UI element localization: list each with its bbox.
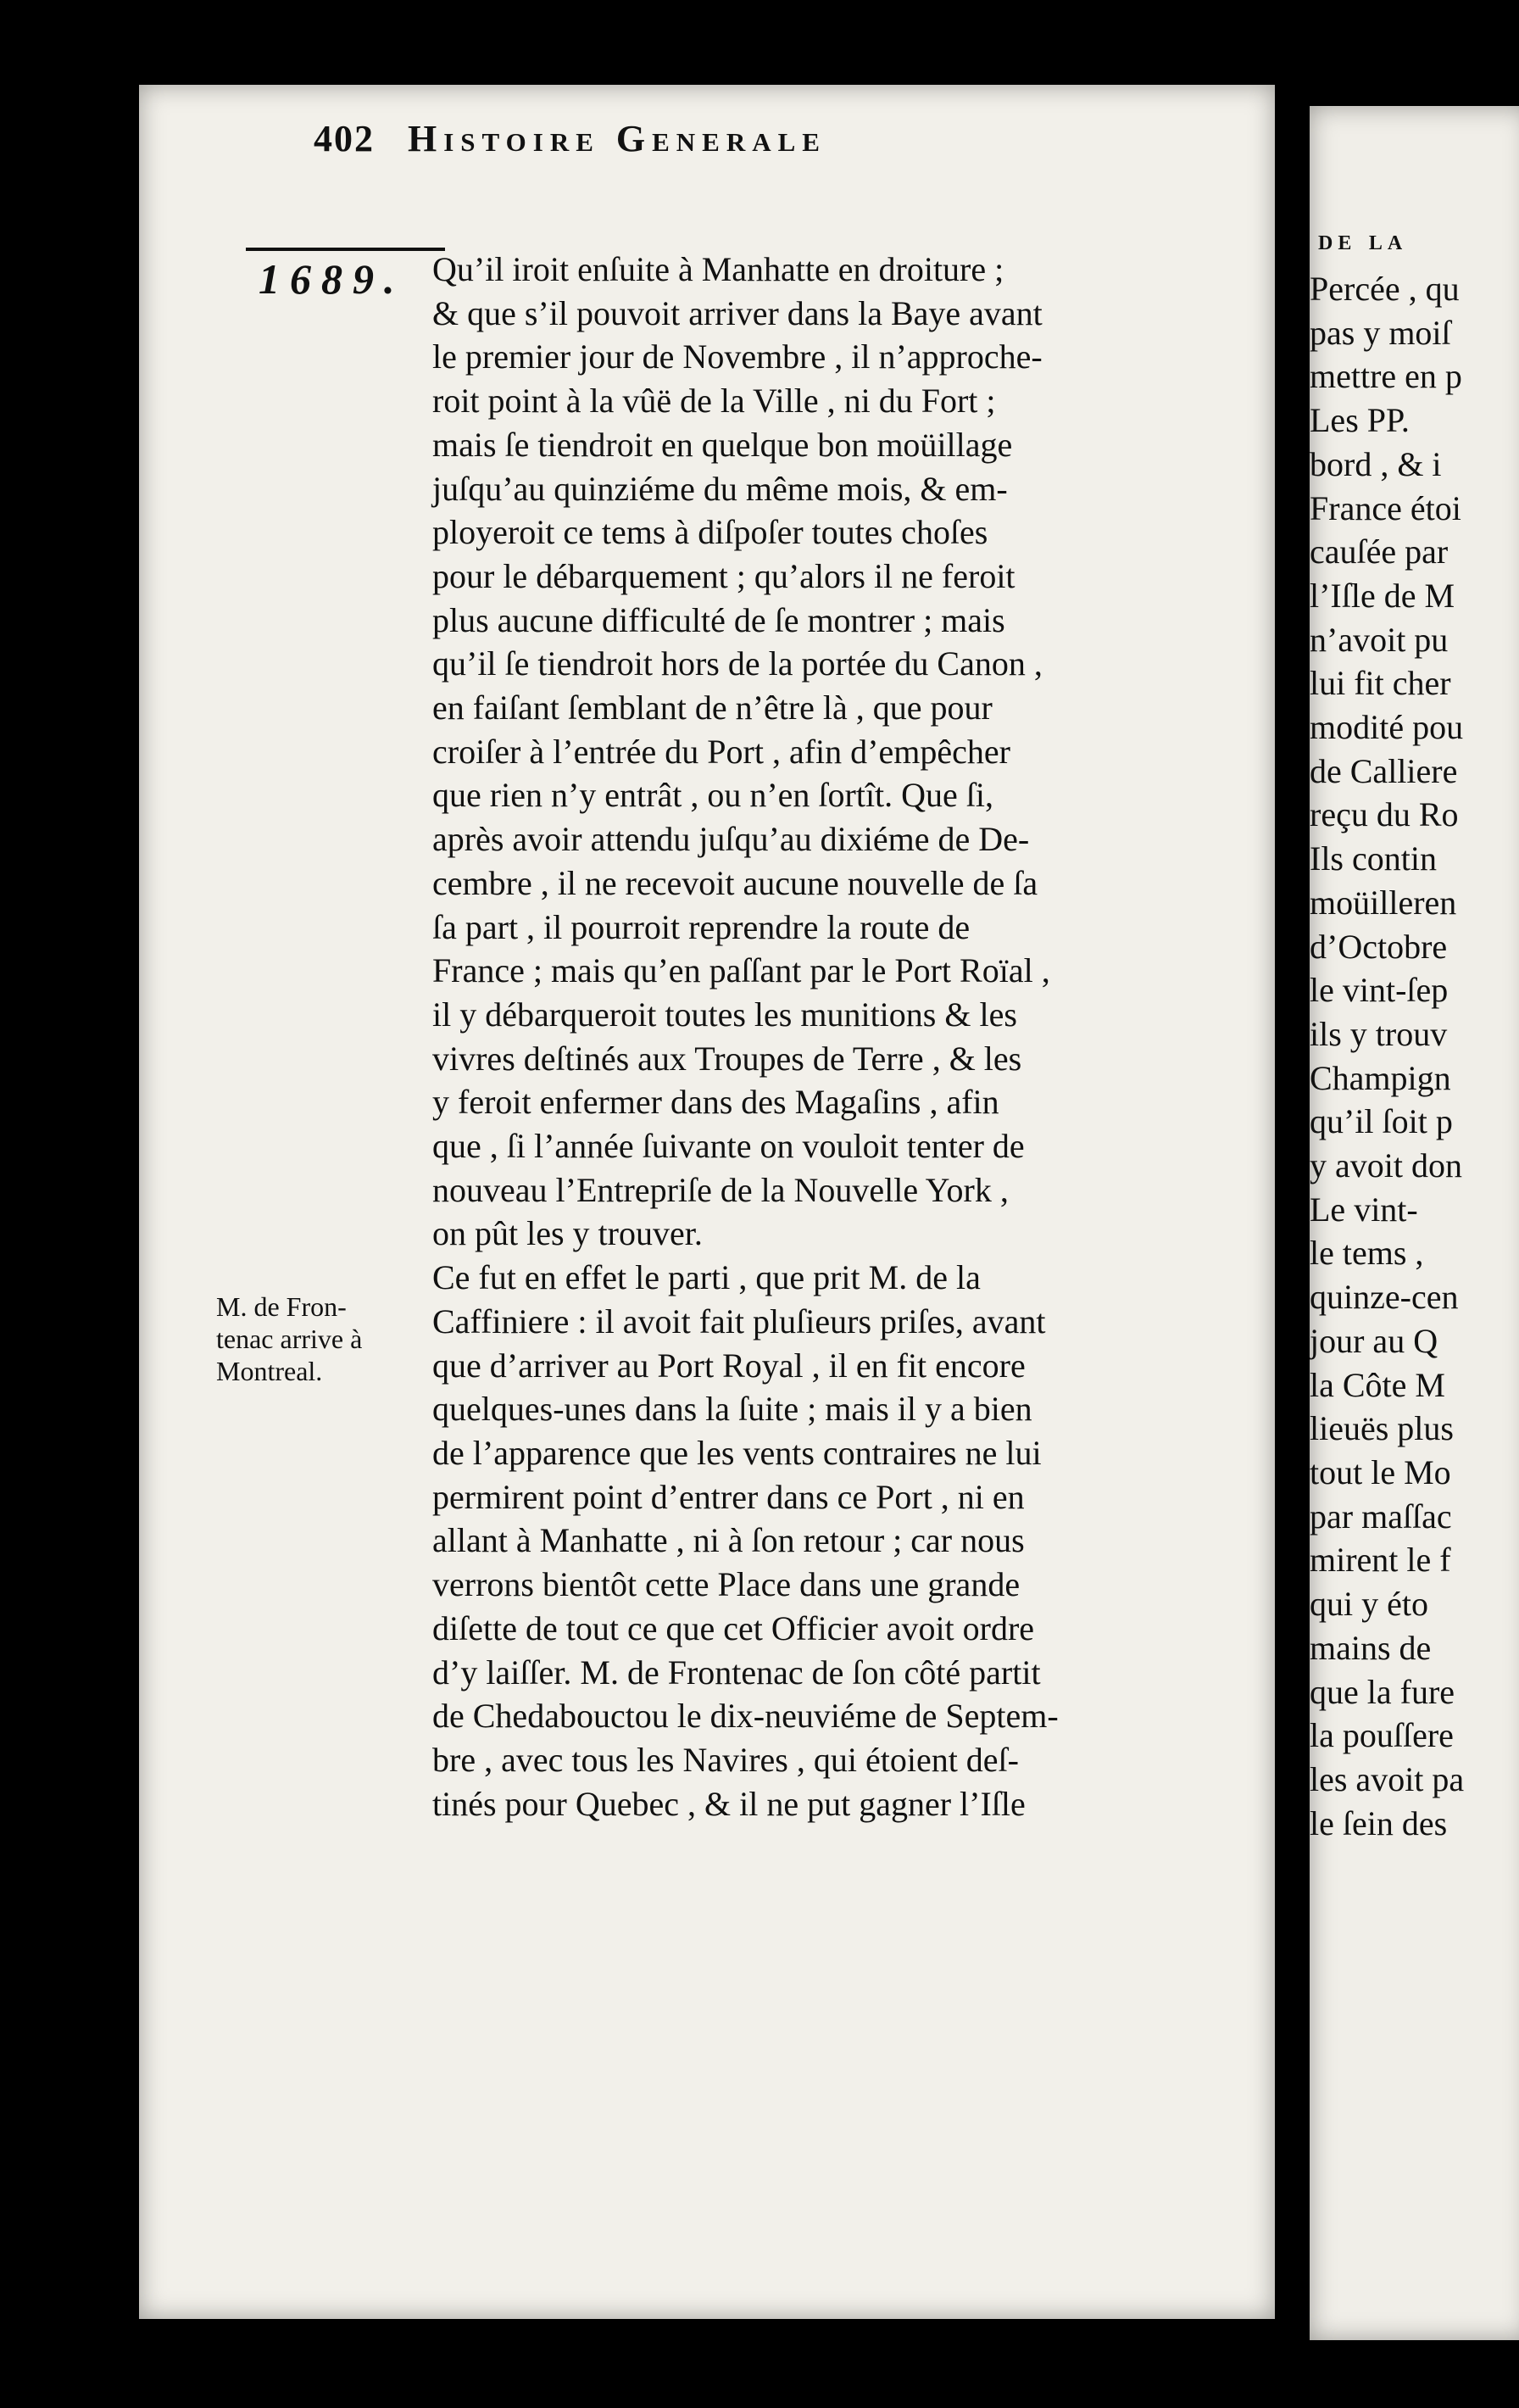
right-text-line: tout le Mo <box>1310 1452 1451 1491</box>
text-line: tinés pour Quebec , & il ne put gagner l’Iſle <box>432 1784 1026 1823</box>
right-text-line: ils y trouv <box>1310 1014 1448 1053</box>
book-gutter <box>1275 85 1310 2340</box>
margin-year: 1689. <box>259 255 405 303</box>
right-text-line: moüilleren <box>1310 883 1457 922</box>
text-line: & que s’il pouvoit arriver dans la Baye avant <box>432 293 1043 332</box>
text-line: pour le débarquement ; qu’alors il ne feroit <box>432 556 1015 595</box>
text-line: vivres deſtinés aux Troupes de Terre , & les <box>432 1039 1022 1078</box>
text-line: de Chedabouctou le dix-neuviéme de Septem- <box>432 1697 1059 1736</box>
text-line: Caffiniere : il avoit fait pluſieurs priſes, avant <box>432 1302 1046 1341</box>
right-text-line: pas y moiſ <box>1310 313 1451 352</box>
right-running-title: de la <box>1318 225 1408 256</box>
right-text-line: mettre en p <box>1310 357 1462 396</box>
page-number: 402 <box>314 118 375 159</box>
right-text-line: reçu du Ro <box>1310 795 1459 834</box>
right-text-line: mains de <box>1310 1628 1432 1667</box>
right-text-line: de Calliere <box>1310 751 1458 790</box>
text-line: que , ſi l’année ſuivante on vouloit tenter de <box>432 1127 1025 1166</box>
right-text-line: par maſſac <box>1310 1497 1452 1536</box>
margin-note-line: M. de Fron- <box>216 1291 347 1322</box>
right-text-line: la pouſſere <box>1310 1716 1454 1755</box>
text-line: nouveau l’Entrepriſe de la Nouvelle York , <box>432 1170 1009 1209</box>
text-line: il y débarqueroit toutes les munitions & les <box>432 995 1017 1034</box>
right-text-line: les avoit pa <box>1310 1759 1465 1798</box>
text-line: verrons bientôt cette Place dans une grande <box>432 1565 1021 1604</box>
text-line: en faiſant ſemblant de n’être là , que pour <box>432 688 993 727</box>
right-text-line: y avoit don <box>1310 1146 1462 1185</box>
text-line: ployeroit ce tems à diſpoſer toutes choſes <box>432 513 988 552</box>
running-title: Histoire Generale <box>408 118 826 159</box>
right-text-line: n’avoit pu <box>1310 620 1449 659</box>
right-text-line: Ils contin <box>1310 839 1437 878</box>
margin-note-line: Montreal. <box>216 1356 323 1386</box>
text-line: ſa part , il pourroit reprendre la route de <box>432 907 971 946</box>
text-line: Qu’il iroit enſuite à Manhatte en droiture ; <box>432 250 1004 288</box>
right-text-line: qu’il ſoit p <box>1310 1102 1453 1141</box>
right-text-line: modité pou <box>1310 708 1464 747</box>
right-text-line: le tems , <box>1310 1234 1424 1273</box>
margin-note <box>216 1290 362 1387</box>
right-text-line: cauſée par <box>1310 532 1449 571</box>
text-line: permirent point d’entrer dans ce Port , ni en <box>432 1477 1025 1516</box>
text-line: mais ſe tiendroit en quelque bon moüillage <box>432 425 1013 464</box>
text-line: Ce fut en effet le parti , que prit M. de la <box>432 1258 981 1297</box>
text-line: roit point à la vûë de la Ville , ni du Fort ; <box>432 382 996 421</box>
text-line: France ; mais qu’en paſſant par le Port Roïal , <box>432 951 1050 990</box>
right-text-line: Le vint- <box>1310 1190 1418 1229</box>
right-text-line: la Côte M <box>1310 1365 1445 1404</box>
text-line: qu’il ſe tiendroit hors de la portée du Canon , <box>432 644 1043 683</box>
page-header <box>314 117 826 160</box>
text-line: que d’arriver au Port Royal , il en fit encore <box>432 1346 1026 1385</box>
text-line: cembre , il ne recevoit aucune nouvelle de ſa <box>432 863 1038 902</box>
text-line: de l’apparence que les vents contraires ne lui <box>432 1433 1042 1472</box>
right-text-line: qui y éto <box>1310 1585 1428 1624</box>
text-line: juſqu’au quinziéme du même mois, & em- <box>432 469 1008 508</box>
right-text-line: l’Iſle de M <box>1310 576 1455 615</box>
text-line: d’y laiſſer. M. de Frontenac de ſon côté partit <box>432 1653 1041 1692</box>
text-line: que rien n’y entrât , ou n’en ſortît. Que ſi, <box>432 776 994 815</box>
body-text <box>432 248 1229 1826</box>
right-text-line: Champign <box>1310 1058 1451 1097</box>
right-page-text <box>1310 267 1464 1845</box>
right-text-line: d’Octobre <box>1310 927 1448 966</box>
right-text-line: Les PP. <box>1310 401 1410 440</box>
right-text-line: que la fure <box>1310 1672 1455 1711</box>
right-text-line: jour au Q <box>1310 1321 1438 1360</box>
text-line: après avoir attendu juſqu’au dixiéme de De- <box>432 820 1030 859</box>
text-line: diſette de tout ce que cet Officier avoit ordre <box>432 1608 1035 1647</box>
right-text-line: Percée , qu <box>1310 270 1460 308</box>
right-text-line: lui fit cher <box>1310 664 1451 703</box>
right-text-line: mirent le f <box>1310 1541 1451 1580</box>
right-text-line: quinze-cen <box>1310 1278 1459 1317</box>
right-text-line: France étoi <box>1310 488 1461 527</box>
text-line: allant à Manhatte , ni à ſon retour ; car nous <box>432 1521 1025 1560</box>
right-text-line: lieuës plus <box>1310 1409 1454 1448</box>
text-line: bre , avec tous les Navires , qui étoient deſ- <box>432 1740 1019 1779</box>
right-page <box>1310 106 1519 2340</box>
text-line: quelques-unes dans la ſuite ; mais il y a bien <box>432 1390 1032 1429</box>
text-line: plus aucune difficulté de ſe montrer ; mais <box>432 600 1005 639</box>
right-text-line: le vint-ſep <box>1310 971 1449 1010</box>
text-line: le premier jour de Novembre , il n’approche- <box>432 337 1043 376</box>
text-line: y feroit enfermer dans des Magaſins , afin <box>432 1083 999 1122</box>
margin-note-line: tenac arrive à <box>216 1324 363 1354</box>
right-text-line: bord , & i <box>1310 444 1442 483</box>
margin-rule <box>246 248 445 251</box>
text-line: croiſer à l’entrée du Port , afin d’empêcher <box>432 732 1010 771</box>
right-text-line: le ſein des <box>1310 1803 1448 1842</box>
text-line: on pût les y trouver. <box>432 1214 703 1253</box>
